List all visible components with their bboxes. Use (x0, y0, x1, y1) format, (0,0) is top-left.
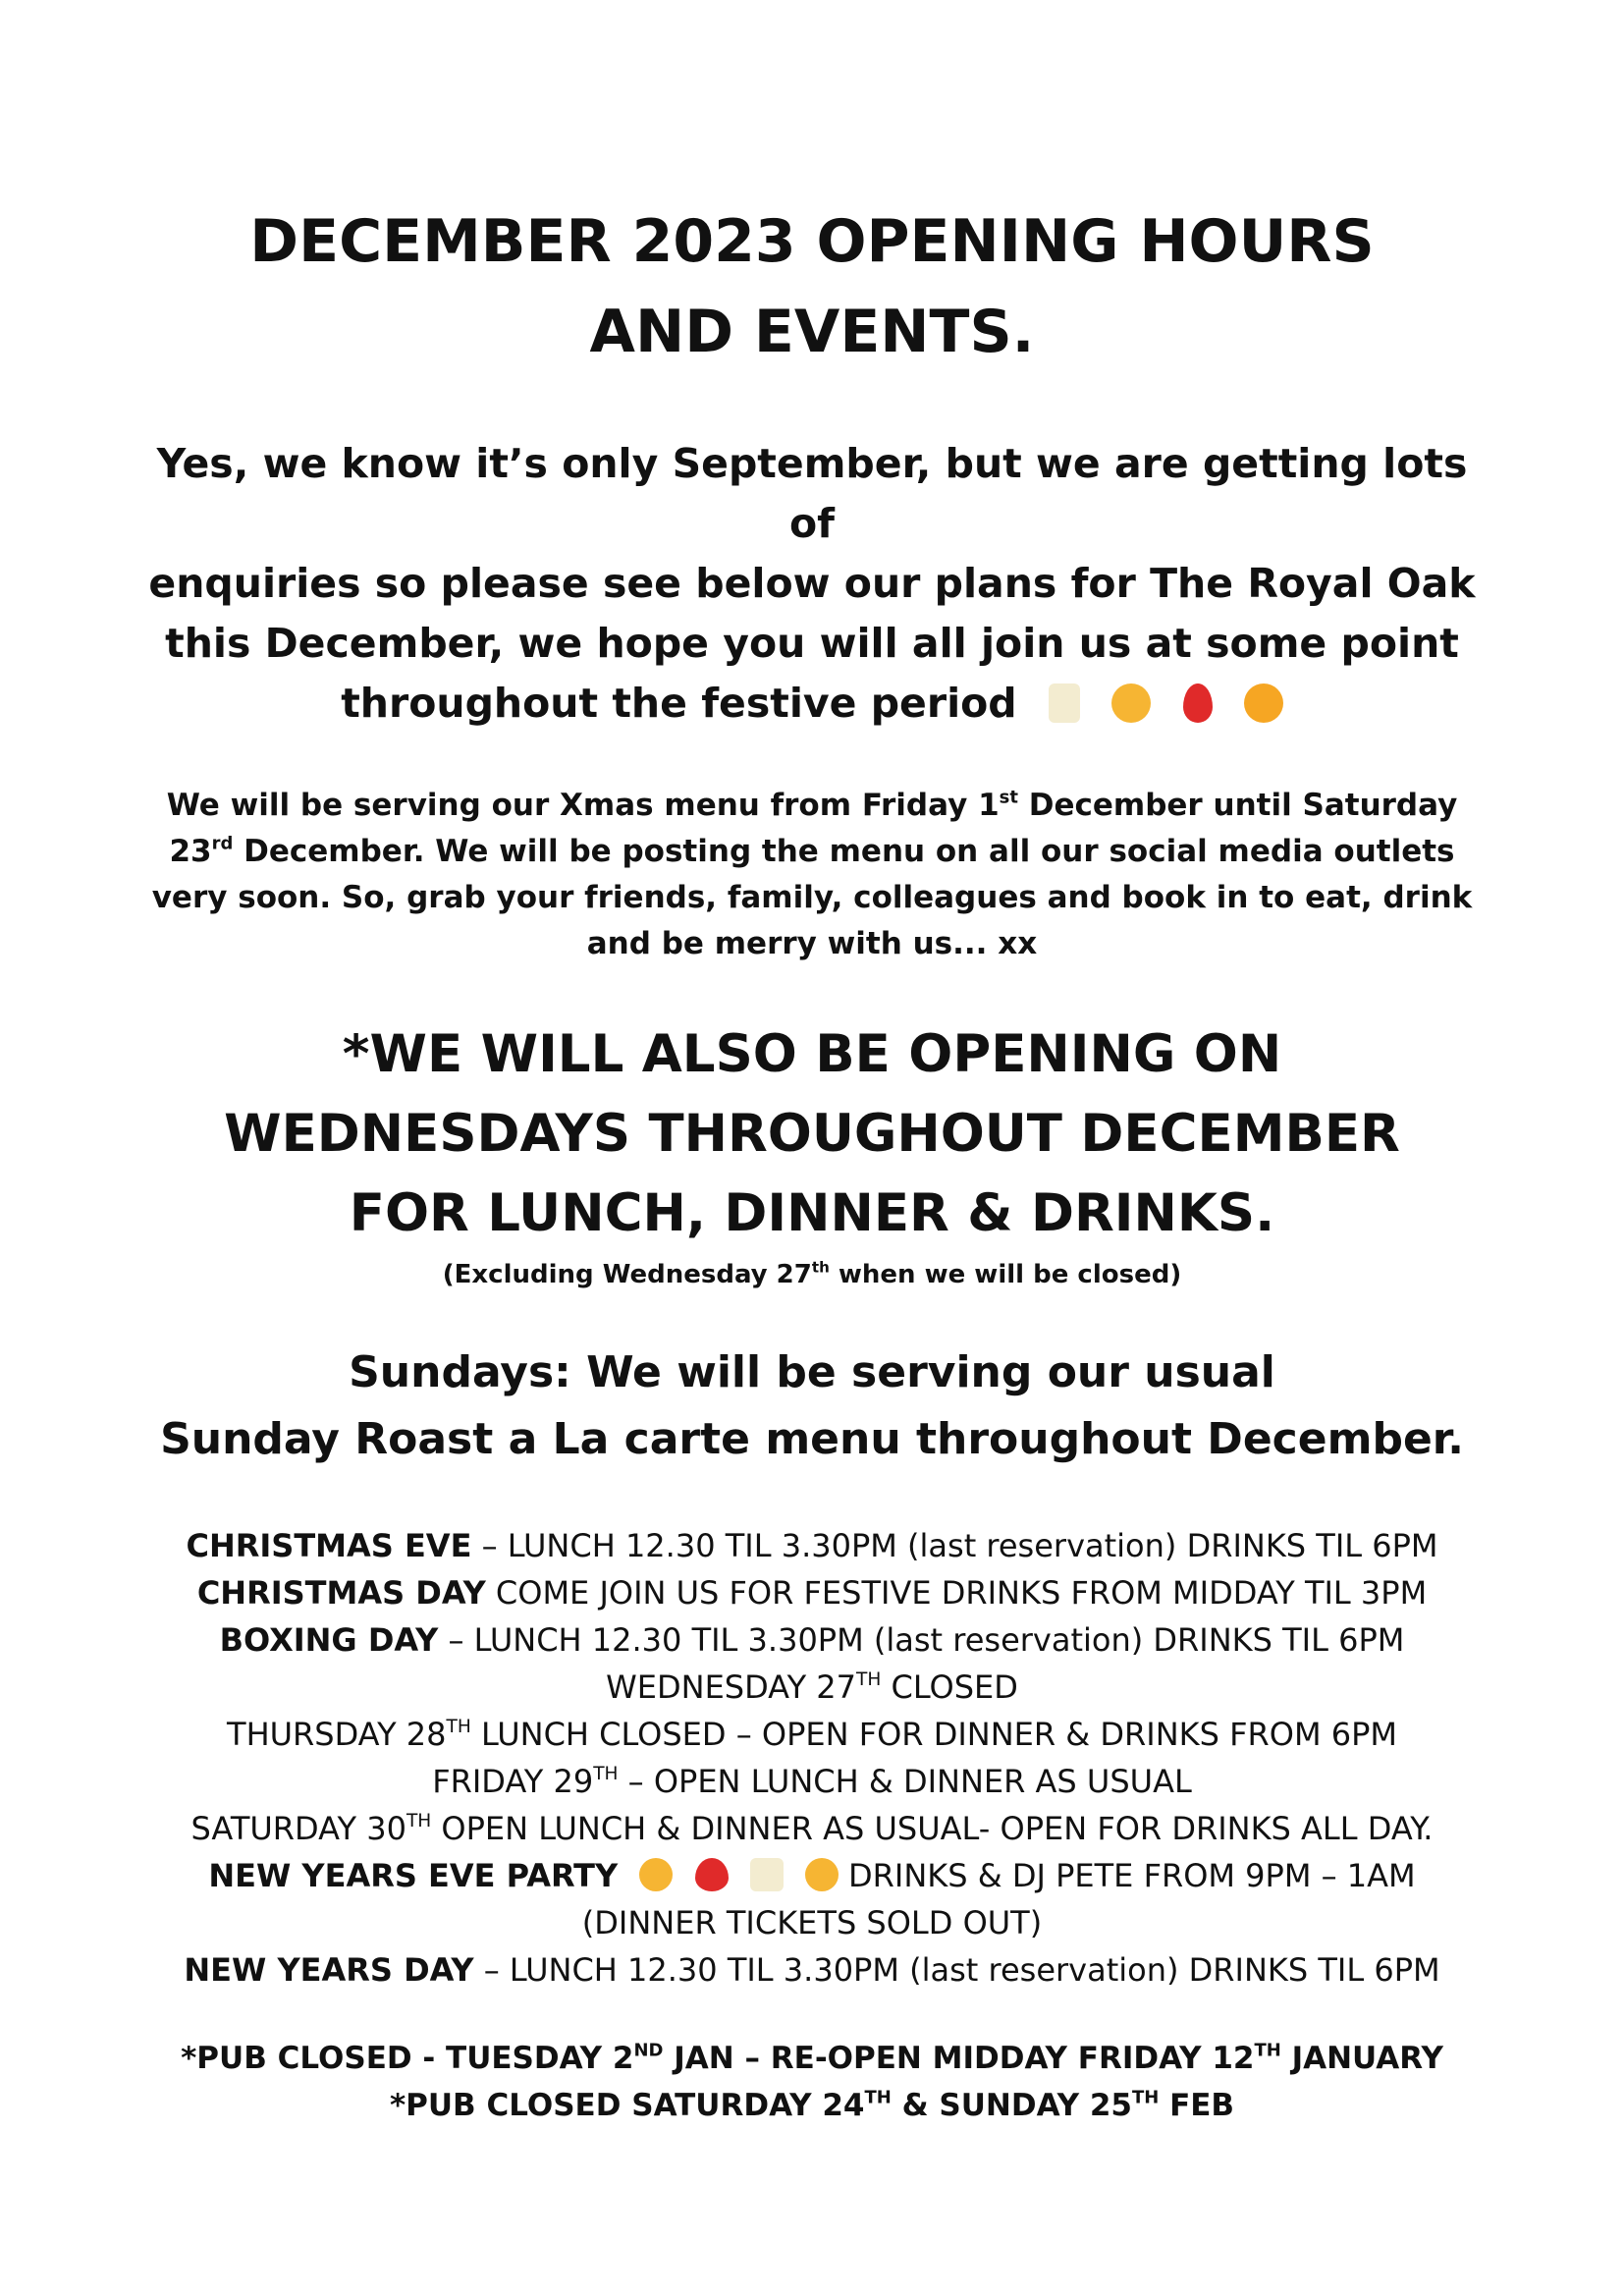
schedule-row-new-years-day: NEW YEARS DAY – LUNCH 12.30 TIL 3.30PM (last reservation) DRINKS TIL 6PM (184, 1951, 1440, 1989)
schedule-row-friday-29: FRIDAY 29TH – OPEN LUNCH & DINNER AS USUAL (432, 1763, 1192, 1800)
intro-paragraph: Yes, we know it’s only September, but we are getting lots of enquiries so please see below our plans for The Royal Oak this December, we hope you will all join us at some point throughout the festive period (148, 440, 1476, 727)
xmas-menu-paragraph: We will be serving our Xmas menu from Friday 1st December until Saturday 23rd December. We will be posting the menu on all our social media outlets very soon. So, grab your friends, family, colleagues and book in to eat, drink and be merry with us... xx (151, 787, 1473, 961)
schedule-row-christmas-day: CHRISTMAS DAY COME JOIN US FOR FESTIVE DRINKS FROM MIDDAY TIL 3PM (196, 1574, 1428, 1612)
schedule-row-wednesday-27: WEDNESDAY 27TH CLOSED (606, 1668, 1018, 1706)
balloon-icon (695, 1858, 729, 1891)
schedule-row-christmas-eve: CHRISTMAS EVE – LUNCH 12.30 TIL 3.30PM (last reservation) DRINKS TIL 6PM (186, 1527, 1438, 1564)
schedule-row-new-years-eve-note: (DINNER TICKETS SOLD OUT) (581, 1904, 1043, 1941)
schedule-row-boxing-day: BOXING DAY – LUNCH 12.30 TIL 3.30PM (last reservation) DRINKS TIL 6PM (219, 1621, 1405, 1659)
page-title: DECEMBER 2023 OPENING HOURS AND EVENTS. (249, 207, 1375, 366)
party-face-icon (639, 1858, 673, 1891)
star-eyes-face-icon (805, 1858, 839, 1891)
wednesday-opening-heading: *WE WILL ALSO BE OPENING ON WEDNESDAYS THROUGHOUT DECEMBER FOR LUNCH, DINNER & DRINKS. (224, 1024, 1400, 1243)
champagne-icon (1049, 683, 1080, 723)
balloon-icon (1183, 683, 1213, 723)
flyer (147, 196, 1477, 2129)
closure-january: *PUB CLOSED - TUESDAY 2ND JAN – RE-OPEN MIDDAY FRIDAY 12TH JANUARY (181, 2040, 1443, 2076)
kiss-face-icon (1244, 683, 1283, 723)
schedule-row-saturday-30: SATURDAY 30TH OPEN LUNCH & DINNER AS USUAL- OPEN FOR DRINKS ALL DAY. (190, 1810, 1434, 1847)
party-face-icon (1111, 683, 1151, 723)
holiday-schedule (147, 1522, 1477, 1994)
sunday-roast-heading: Sundays: We will be serving our usual Sunday Roast a La carte menu throughout December. (160, 1347, 1464, 1464)
champagne-icon (750, 1858, 784, 1891)
closure-notices (147, 2035, 1477, 2129)
schedule-row-new-years-eve: NEW YEARS EVE PARTY DRINKS & DJ PETE FROM 9PM – 1AM (208, 1857, 1416, 1894)
closure-february: *PUB CLOSED SATURDAY 24TH & SUNDAY 25TH FEB (389, 2087, 1235, 2123)
wednesday-exclusion-note: (Excluding Wednesday 27th when we will be closed) (442, 1258, 1182, 1289)
schedule-row-thursday-28: THURSDAY 28TH LUNCH CLOSED – OPEN FOR DINNER & DRINKS FROM 6PM (227, 1716, 1397, 1753)
